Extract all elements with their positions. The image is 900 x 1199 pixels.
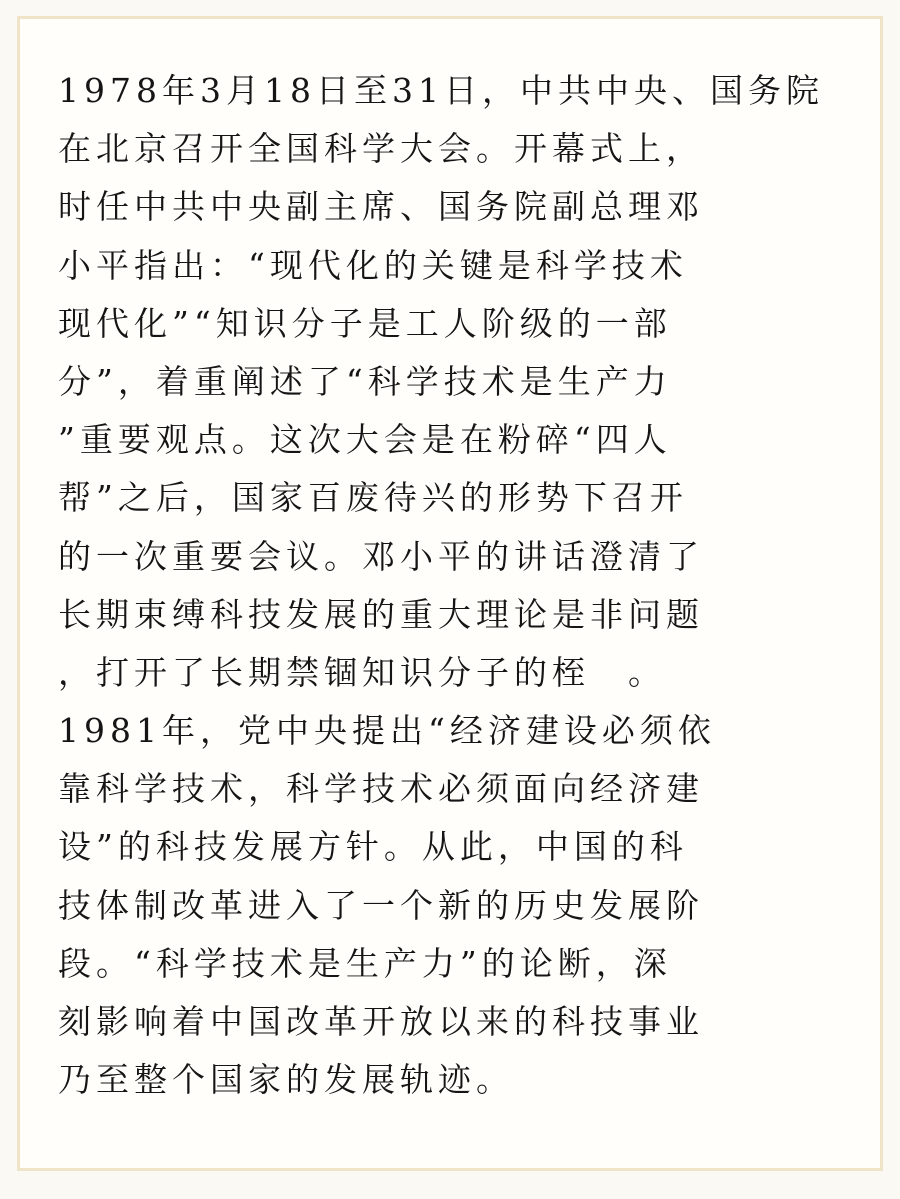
text-line-3: 时任中共中央副主席、国务院副总理邓 <box>58 187 704 227</box>
text-line-5: 现代化”“知识分子是工人阶级的一部 <box>58 303 672 343</box>
text-line-8: 帮”之后，国家百废待兴的形势下召开 <box>58 478 688 518</box>
text-line-18: 乃至整个国家的发展轨迹。 <box>58 1060 514 1100</box>
text-line-13: 靠科学技术，科学技术必须面向经济建 <box>58 769 704 809</box>
text-line-16: 段。“科学技术是生产力”的论断，深 <box>58 943 672 983</box>
text-line-14: 设”的科技发展方针。从此，中国的科 <box>58 827 688 867</box>
text-line-7: ”重要观点。这次大会是在粉碎“四人 <box>58 420 672 460</box>
text-line-6: 分”，着重阐述了“科学技术是生产力 <box>58 361 672 401</box>
text-line-2: 在北京召开全国科学大会。开幕式上， <box>58 129 704 169</box>
text-line-17: 刻影响着中国改革开放以来的科技事业 <box>58 1002 704 1041</box>
text-line-15: 技体制改革进入了一个新的历史发展阶 <box>58 885 704 925</box>
handwritten-text-block <box>58 62 848 1109</box>
text-line-1: 1978年3月18日至31日，中共中央、国务院 <box>58 71 824 110</box>
text-line-9: 的一次重要会议。邓小平的讲话澄清了 <box>58 536 704 576</box>
text-line-12: 1981年，党中央提出“经济建设必须依 <box>58 711 716 751</box>
text-line-10: 长期束缚科技发展的重大理论是非问题 <box>58 594 704 634</box>
text-line-11: ，打开了长期禁锢知识分子的桎 。 <box>58 652 666 692</box>
text-line-4: 小平指出：“现代化的关键是科学技术 <box>58 245 688 285</box>
